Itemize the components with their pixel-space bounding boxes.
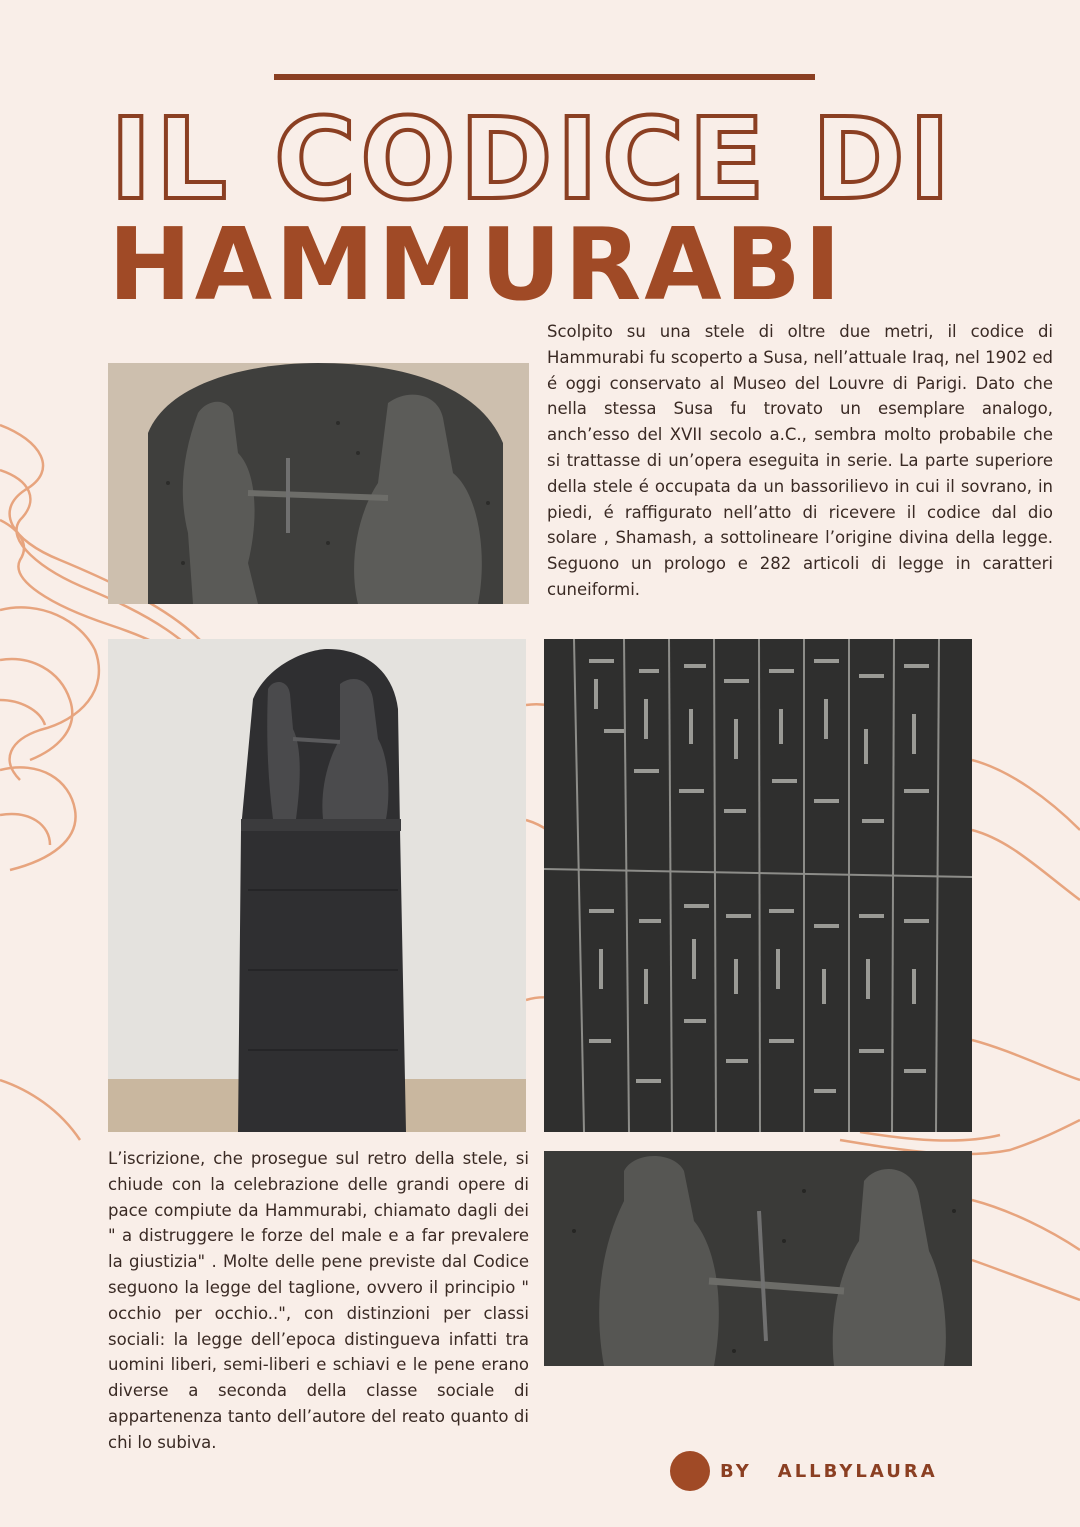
footer-dot-icon (670, 1451, 710, 1491)
top-decorative-rule (274, 74, 815, 80)
relief-closeup-photo (108, 363, 529, 604)
footer-author: ALLBYLAURA (777, 1460, 938, 1482)
footer-credit (670, 1450, 938, 1492)
full-stele-photo (108, 639, 526, 1132)
relief-detail-photo (544, 1151, 972, 1366)
footer-by-label: BY (720, 1460, 752, 1482)
body-paragraph: L’iscrizione, che prosegue sul retro della stele, si chiude con la celebrazione delle grandi opere di pace compiute da Hammurabi, chiamato dagli dei " a distruggere le forze del male e a far prevalere la giustizia" . Molte delle pene previste dal Codice seguono la legge del taglione, ovvero il principio " occhio per occhio..", con distinzioni per classi sociali: la legge dell’epoca distingueva infatti tra uomini liberi, semi-liberi e schiavi e le pene erano diverse a seconda della classe sociale di appartenenza tanto dell’autore del reato quanto di chi lo subiva. (108, 1149, 529, 1452)
intro-paragraph: Scolpito su una stele di oltre due metri, il codice di Hammurabi fu scoperto a Susa, nell’attuale Iraq, nel 1902 ed é oggi conservato al Museo del Louvre di Parigi. Dato che nella stessa Susa fu trovato un esemplare analogo, anch’esso del XVII secolo a.C., sembra molto probabile che si trattasse di un’opera eseguita in serie. La parte superiore della stele é occupata da un bassorilievo in cui il sovrano, in piedi, é raffigurato nell’atto di ricevere il codice dal dio solare , Shamash, a sottolineare l’origine divina della legge. Seguono un prologo e 282 articoli di legge in caratteri cuneiformi. (547, 322, 1053, 599)
title-line-outline: IL CODICE DI (110, 95, 955, 225)
cuneiform-inscription-photo (544, 639, 972, 1132)
title-line-solid: HAMMURABI (108, 206, 845, 323)
